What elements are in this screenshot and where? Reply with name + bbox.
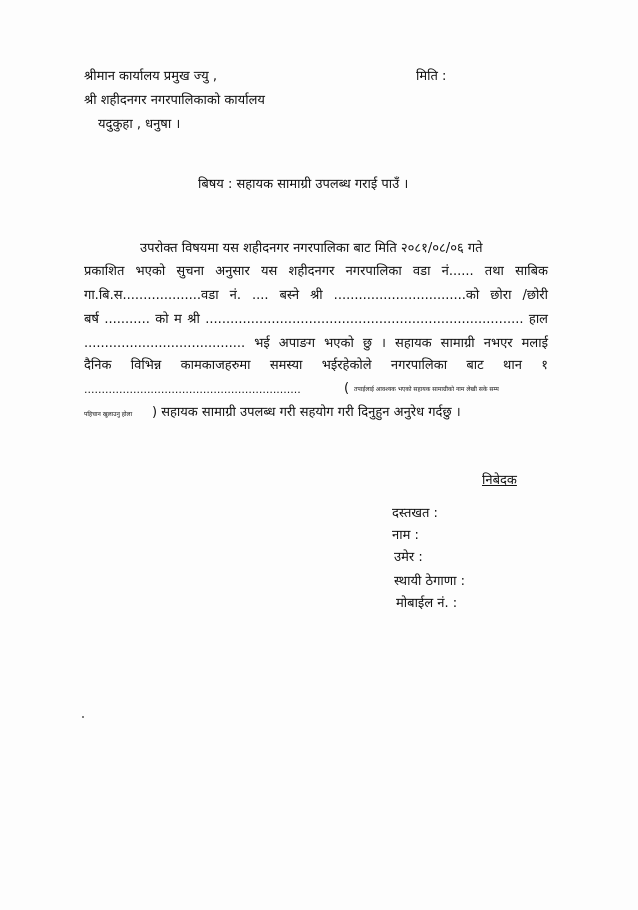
mobile-number-field: मोबाईल नं. : bbox=[396, 596, 458, 611]
applicant-heading: निबेदक bbox=[482, 473, 517, 488]
note-text-part-2: पहिचान खुलाउनु होला bbox=[84, 411, 133, 418]
scan-speck bbox=[82, 716, 84, 718]
body-line-4: बर्ष ........... को म श्री ............................................................................. हाल bbox=[84, 312, 548, 327]
body-line-3: गा.बि.स...................वडा नं. .... बस्ने श्री ................................को छोरा /छोरी bbox=[84, 288, 548, 303]
body-line-6: दैनिक विभिन्न कामकाजहरुमा समस्या भईरहेकोले नगरपालिका बाट थान १ bbox=[84, 358, 548, 373]
recipient-line-1: श्रीमान कार्यालय प्रमुख ज्यु , bbox=[84, 69, 217, 84]
recipient-line-2: श्री शहीदनगर नगरपालिकाको कार्यालय bbox=[84, 93, 265, 108]
signature-field: दस्तखत : bbox=[392, 506, 438, 521]
body-line-8: ) सहायक सामाग्री उपलब्ध गरी सहयोग गरी दिनुहुन अनुरेध गर्दछु । bbox=[152, 405, 461, 420]
date-label: मिति : bbox=[416, 69, 447, 84]
name-field: नाम : bbox=[392, 528, 419, 543]
note-text-part-1: तपाईलाई आवश्यक भएको सहायक सामाग्रीको नाम लेखी सके सम्म bbox=[354, 386, 499, 393]
note-open-paren: ( bbox=[344, 381, 350, 396]
permanent-address-field: स्थायी ठेगाणा : bbox=[394, 574, 466, 589]
body-line-2: प्रकाशित भएको सुचना अनुसार यस शहीदनगर नगरपालिका वडा नं...... तथा साबिक bbox=[84, 264, 548, 279]
recipient-line-3: यदुकुहा , धनुषा । bbox=[98, 117, 181, 132]
body-line-1: उपरोक्त विषयमा यस शहीदनगर नगरपालिका बाट मिति २०८१/०८/०६ गते bbox=[140, 241, 483, 256]
body-line-7-dots: .............................................................. bbox=[84, 383, 301, 396]
body-line-5: ....................................... भई अपाङग भएको छु । सहायक सामाग्री नभएर मलाई bbox=[84, 336, 548, 351]
age-field: उमेर : bbox=[394, 550, 423, 565]
subject-line: बिषय : सहायक सामाग्री उपलब्ध गराई पाउँ । bbox=[198, 177, 409, 192]
